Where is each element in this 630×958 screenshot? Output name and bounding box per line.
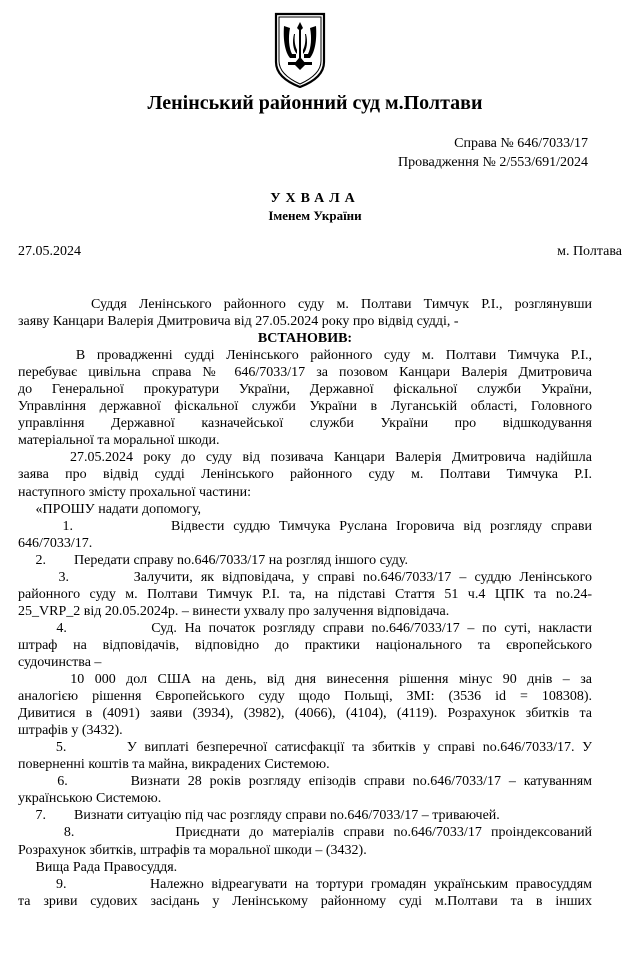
body-line: штраф на відповідачів, відповідно до практики національного та європейського (18, 637, 592, 653)
body-line: 1. Відвести суддю Тимчука Руслана Ігоровича від розгляду справи (18, 518, 593, 534)
body-line: судочинства – (18, 654, 102, 670)
document-city: м. Полтава (557, 244, 622, 259)
body-line: 5. У виплаті безперечної сатисфакції та збитків у справі no.646/7033/17. У (18, 740, 593, 756)
body-line: наступного змісту прохальної частини: (18, 484, 251, 500)
body-line: 9. Належно відреагувати на тортури громадян українським правосуддям (18, 876, 593, 892)
document-title: УХВАЛА (270, 191, 360, 206)
body-line: Суддя Ленінського районного суду м. Полтави Тимчук Р.І., розглянувши (18, 297, 592, 312)
body-line: 8. Приєднати до матеріалів справи no.646/7033/17 проіндексований (18, 825, 592, 841)
body-line: «ПРОШУ надати допомогу, (18, 501, 202, 517)
body-line: матеріальної та моральної шкоди. (18, 433, 220, 449)
body-line: управління Державної казначейської служби України про відшкодування (18, 416, 592, 432)
trident-emblem-icon (273, 12, 327, 88)
body-line: 7. Визнати ситуацію під час розгляду справи no.646/7033/17 – триваючей. (18, 808, 500, 824)
body-line: та зриви судових засідань у Ленінському районному суді м.Полтави та в інших (18, 893, 592, 909)
body-line: Вища Рада Правосуддя. (18, 859, 178, 875)
body-line: 3. Залучити, як відповідача, у справі no.646/7033/17 – суддю Ленінського (18, 569, 592, 585)
document-body (18, 296, 592, 910)
body-line: заява про відвід судді Ленінського районного суду м. Полтави Тимчука Р.І. (18, 467, 592, 483)
body-line: районного суду м. Полтави Тимчук Р.І. та, на підставі Стаття 51 ч.4 ЦПК та no.24- (18, 586, 592, 602)
body-line: до Генеральної прокуратури України, Державної фіскальної служби України, (18, 382, 592, 398)
proceeding-number: Провадження № 2/553/691/2024 (397, 155, 588, 170)
body-line: 4. Суд. На початок розгляду справи no.646/7033/17 – по суті, накласти (18, 620, 592, 636)
body-line: 27.05.2024 року до суду від позивача Канцари Валерія Дмитровича надійшла (18, 450, 592, 466)
body-line: 25_VRP_2 від 20.05.2024р. – винести ухвалу про залучення відповідача. (18, 603, 450, 619)
body-line: Дивитися в (4091) заяви (3934), (3982), (4066), (4104), (4119). Розрахунок збитків та (18, 706, 592, 722)
case-number: Справа № 646/7033/17 (454, 136, 588, 151)
court-name: Ленінський районний суд м.Полтави (147, 92, 483, 114)
body-line: перебуває цивільна справа № 646/7033/17 за позовом Канцари Валерія Дмитровича (18, 365, 592, 381)
body-line: українською Системою. (18, 791, 162, 807)
body-line: поверненні коштів та майна, викрадених Системою. (18, 757, 330, 773)
body-line: Управління державної фіскальної служби України в Луганській області, Головного (18, 399, 592, 415)
body-line: ВСТАНОВИВ: (257, 331, 353, 347)
body-line: 2. Передати справу no.646/7033/17 на розгляд іншого суду. (18, 552, 409, 568)
document-date: 27.05.2024 (18, 244, 81, 259)
body-line: аналогією рішення Європейського суду щодо Польщі, ЗМІ: (3536 id = 108308). (18, 689, 592, 705)
body-line: 646/7033/17. (18, 535, 93, 551)
body-line: 6. Визнати 28 років розгляду епізодів справи no.646/7033/17 – катуванням (18, 774, 592, 790)
body-line: В провадженні судді Ленінського районного суду м. Полтави Тимчука Р.І., (18, 348, 593, 364)
body-line: 10 000 дол США на день, від дня винесення рішення мінус 90 днів – за (18, 672, 592, 688)
body-line: заяву Канцари Валерія Дмитровича від 27.05.2024 року про відвід судді, - (18, 314, 459, 330)
document-subtitle: Іменем України (268, 208, 362, 223)
body-line: Розрахунок збитків, штрафів та моральної шкоди – (3432). (18, 842, 367, 858)
body-line: штрафів у (3432). (18, 723, 123, 739)
